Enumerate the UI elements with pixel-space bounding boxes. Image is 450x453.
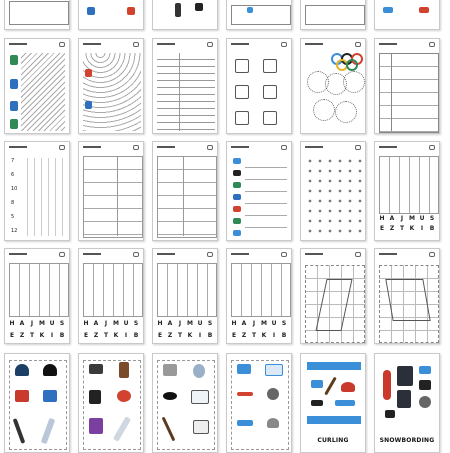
boot-icon — [385, 410, 395, 418]
word-table — [379, 156, 439, 214]
cube-icon — [235, 85, 249, 99]
letter: M — [409, 215, 415, 222]
worksheet-r2-3[interactable] — [152, 38, 218, 134]
logo-icon — [133, 252, 139, 257]
worksheet-r1-4[interactable] — [226, 0, 292, 30]
goggles-icon — [419, 366, 431, 374]
letter: M — [187, 320, 193, 327]
letter: K — [187, 332, 193, 339]
puck-icon — [195, 3, 203, 11]
logo-icon — [355, 145, 361, 150]
worksheet-r4-4[interactable] — [226, 248, 292, 344]
worksheet-r3-5[interactable] — [300, 141, 366, 241]
letter: B — [207, 332, 213, 339]
letter: Z — [93, 332, 99, 339]
flashcards-r5-1[interactable] — [4, 353, 70, 453]
logo-icon — [59, 145, 65, 150]
letter: T — [177, 332, 183, 339]
letter: S — [207, 320, 213, 327]
table-grid — [9, 1, 69, 25]
number-label: 8 — [11, 200, 15, 206]
letter: B — [59, 332, 65, 339]
helmet-icon — [15, 364, 29, 376]
divider — [179, 53, 180, 131]
letter: H — [231, 320, 237, 327]
letter: E — [9, 332, 15, 339]
divider — [117, 156, 118, 236]
letter: T — [103, 332, 109, 339]
sport-icon — [233, 158, 241, 164]
dotted-ring — [343, 71, 365, 93]
jacket-icon — [397, 366, 413, 386]
letter: J — [104, 320, 108, 327]
dot-grid — [21, 158, 65, 236]
letter: E — [83, 332, 89, 339]
worksheet-r1-2[interactable] — [78, 0, 144, 30]
letter: A — [167, 320, 173, 327]
bobsleigh-icon — [383, 7, 393, 13]
logo-icon — [281, 252, 287, 257]
letter: H — [83, 320, 89, 327]
worksheet-title — [379, 146, 397, 148]
letter: K — [409, 225, 415, 232]
skier-icon — [85, 69, 92, 77]
logo-icon — [207, 42, 213, 47]
word-table — [83, 263, 143, 317]
poster-curling[interactable] — [300, 353, 366, 453]
snowboard-icon — [383, 370, 391, 400]
poster-caption-curling: CURLING — [317, 437, 349, 444]
letter: H — [157, 320, 163, 327]
worksheet-r2-6[interactable] — [374, 38, 440, 134]
grid — [231, 5, 291, 25]
hockey-icon — [127, 7, 135, 15]
speed-skater-icon — [10, 101, 18, 111]
logo-icon — [355, 252, 361, 257]
dotted-ring — [313, 99, 335, 121]
bobsleigh-icon — [419, 7, 429, 13]
letter: A — [93, 320, 99, 327]
letter: S — [281, 320, 287, 327]
skier-icon — [85, 101, 92, 109]
logo-icon — [207, 252, 213, 257]
letter: H — [9, 320, 15, 327]
curling-stone-icon — [267, 418, 279, 428]
worksheet-r3-3[interactable] — [152, 141, 218, 241]
logo-icon — [59, 252, 65, 257]
letter: U — [419, 215, 425, 222]
jacket-icon — [89, 418, 103, 434]
letter: U — [271, 320, 277, 327]
letter: B — [133, 332, 139, 339]
worksheet-title — [9, 146, 27, 148]
worksheet-r1-3[interactable] — [152, 0, 218, 30]
worksheet-title — [157, 146, 175, 148]
letter: Z — [389, 225, 395, 232]
worksheet-r1-5[interactable] — [300, 0, 366, 30]
cube-icon — [263, 111, 277, 125]
worksheet-title — [379, 43, 397, 45]
letter: A — [19, 320, 25, 327]
worksheet-r2-1[interactable] — [4, 38, 70, 134]
number-label: 6 — [11, 172, 15, 178]
logo-icon — [59, 42, 65, 47]
logo-icon — [429, 145, 435, 150]
speed-skater-icon — [10, 79, 18, 89]
curling-sheet-icon — [237, 420, 253, 426]
worksheet-r3-1[interactable] — [4, 141, 70, 241]
counting-table — [157, 53, 215, 131]
worksheet-r2-4[interactable] — [226, 38, 292, 134]
letter: Z — [241, 332, 247, 339]
letter: I — [420, 225, 424, 232]
worksheet-r3-4[interactable] — [226, 141, 292, 241]
gloves-icon — [419, 380, 431, 390]
worksheet-r2-2[interactable] — [78, 38, 144, 134]
cube-icon — [263, 59, 277, 73]
logo-icon — [281, 145, 287, 150]
letter: U — [49, 320, 55, 327]
letter: M — [113, 320, 119, 327]
tracing-curves — [83, 53, 141, 131]
letter: E — [379, 225, 385, 232]
letter: T — [29, 332, 35, 339]
curling-stone-icon — [341, 382, 355, 392]
letter: M — [261, 320, 267, 327]
letter: I — [50, 332, 54, 339]
letter: K — [261, 332, 267, 339]
worksheet-title — [157, 253, 175, 255]
speed-skater-icon — [10, 119, 18, 129]
bobsleigh-icon — [237, 364, 251, 374]
letter: A — [389, 215, 395, 222]
cube-icon — [235, 59, 249, 73]
helmet-icon — [43, 364, 57, 376]
shoe-icon — [311, 400, 323, 406]
gloves-icon — [43, 390, 57, 402]
sport-icon — [233, 182, 241, 188]
boot-icon — [89, 390, 101, 404]
worksheet-title — [83, 146, 101, 148]
divider — [391, 53, 392, 131]
speed-skater-icon — [10, 55, 18, 65]
letter: J — [178, 320, 182, 327]
letter: K — [39, 332, 45, 339]
logo-icon — [355, 42, 361, 47]
helmet-icon — [193, 364, 205, 378]
sport-icon — [233, 206, 241, 212]
matching-table — [157, 156, 217, 238]
cube-icon — [263, 85, 277, 99]
stone-icon — [335, 400, 355, 406]
pants-icon — [397, 390, 411, 408]
sport-icon — [233, 194, 241, 200]
skate-icon — [163, 364, 177, 376]
worksheet-title — [83, 43, 101, 45]
helmet-icon — [419, 396, 431, 408]
number-label: 5 — [11, 214, 15, 220]
worksheet-r4-3[interactable] — [152, 248, 218, 344]
sport-icon — [233, 218, 241, 224]
skate-icon — [175, 3, 181, 17]
letter: S — [59, 320, 65, 327]
letter: K — [113, 332, 119, 339]
worksheet-r3-6[interactable] — [374, 141, 440, 241]
poster-caption-snowboarding: SNOWBORDING — [379, 437, 435, 444]
worksheet-r1-1[interactable] — [4, 0, 70, 30]
find-objects-field — [305, 156, 363, 236]
rink-icon — [265, 364, 283, 376]
poster-snowboarding[interactable] — [374, 353, 440, 453]
curling-banner — [307, 416, 361, 424]
worksheet-title — [157, 43, 175, 45]
worksheet-r4-2[interactable] — [78, 248, 144, 344]
olympic-ring-icon — [346, 59, 358, 71]
letter: S — [133, 320, 139, 327]
letter: Z — [167, 332, 173, 339]
letter: J — [252, 320, 256, 327]
letter: B — [429, 225, 435, 232]
worksheet-r3-2[interactable] — [78, 141, 144, 241]
worksheet-r4-5[interactable] — [300, 248, 366, 344]
logo-icon — [133, 145, 139, 150]
worksheet-title — [9, 43, 27, 45]
letter: I — [124, 332, 128, 339]
letter: B — [281, 332, 287, 339]
logo-icon — [429, 252, 435, 257]
letter: J — [400, 215, 404, 222]
worksheet-r2-5[interactable] — [300, 38, 366, 134]
flashcards-r5-2[interactable] — [78, 353, 144, 453]
letter: H — [379, 215, 385, 222]
puck-icon — [233, 170, 241, 176]
logo-icon — [429, 42, 435, 47]
worksheet-title — [305, 43, 323, 45]
goal-icon — [191, 390, 209, 404]
letter: A — [241, 320, 247, 327]
ski-pants-icon — [119, 362, 129, 378]
letter: I — [272, 332, 276, 339]
grid — [305, 5, 365, 25]
word-table — [157, 263, 217, 317]
number-label: 10 — [11, 186, 18, 192]
letter: T — [399, 225, 405, 232]
letter: S — [429, 215, 435, 222]
figure-skate-icon — [193, 420, 209, 434]
logo-icon — [281, 42, 287, 47]
worksheet-r4-6[interactable] — [374, 248, 440, 344]
letter: I — [198, 332, 202, 339]
worksheet-title — [231, 43, 249, 45]
goggles-icon — [89, 364, 103, 374]
tracing-lines — [21, 53, 65, 131]
puck-icon — [163, 392, 177, 400]
target-icon — [267, 388, 279, 400]
letter: T — [251, 332, 257, 339]
number-label: 12 — [11, 228, 18, 234]
divider — [183, 156, 184, 236]
worksheet-r4-1[interactable] — [4, 248, 70, 344]
counting-table — [83, 156, 143, 238]
worksheet-r1-6[interactable] — [374, 0, 440, 30]
sled-icon — [247, 7, 253, 13]
worksheet-title — [305, 146, 323, 148]
logo-icon — [133, 42, 139, 47]
letter: E — [157, 332, 163, 339]
flashcards-r5-3[interactable] — [152, 353, 218, 453]
worksheet-title — [305, 253, 323, 255]
letter: M — [39, 320, 45, 327]
rifle-icon — [237, 392, 253, 396]
word-table — [231, 263, 291, 317]
worksheet-title — [231, 146, 249, 148]
hockey-player-icon — [15, 390, 29, 402]
jacket-icon — [311, 380, 323, 388]
curling-banner — [307, 362, 361, 370]
letter: Z — [19, 332, 25, 339]
curling-broom-icon — [324, 377, 337, 396]
sled-icon — [117, 390, 131, 402]
sport-icon — [233, 230, 241, 236]
tracing-table — [379, 53, 439, 133]
word-table — [9, 263, 69, 317]
snowboarder-drawing — [385, 279, 430, 321]
worksheet-title — [379, 253, 397, 255]
letter: J — [30, 320, 34, 327]
number-label: 7 — [11, 158, 15, 164]
logo-icon — [207, 145, 213, 150]
letter: U — [123, 320, 129, 327]
dotted-ring — [335, 101, 357, 123]
cube-icon — [235, 111, 249, 125]
flashcards-r5-4[interactable] — [226, 353, 292, 453]
worksheet-title — [83, 253, 101, 255]
worksheet-title — [9, 253, 27, 255]
name-lines — [245, 156, 287, 238]
worksheet-title — [231, 253, 249, 255]
letter: E — [231, 332, 237, 339]
letter: U — [197, 320, 203, 327]
skier-icon — [87, 7, 95, 15]
